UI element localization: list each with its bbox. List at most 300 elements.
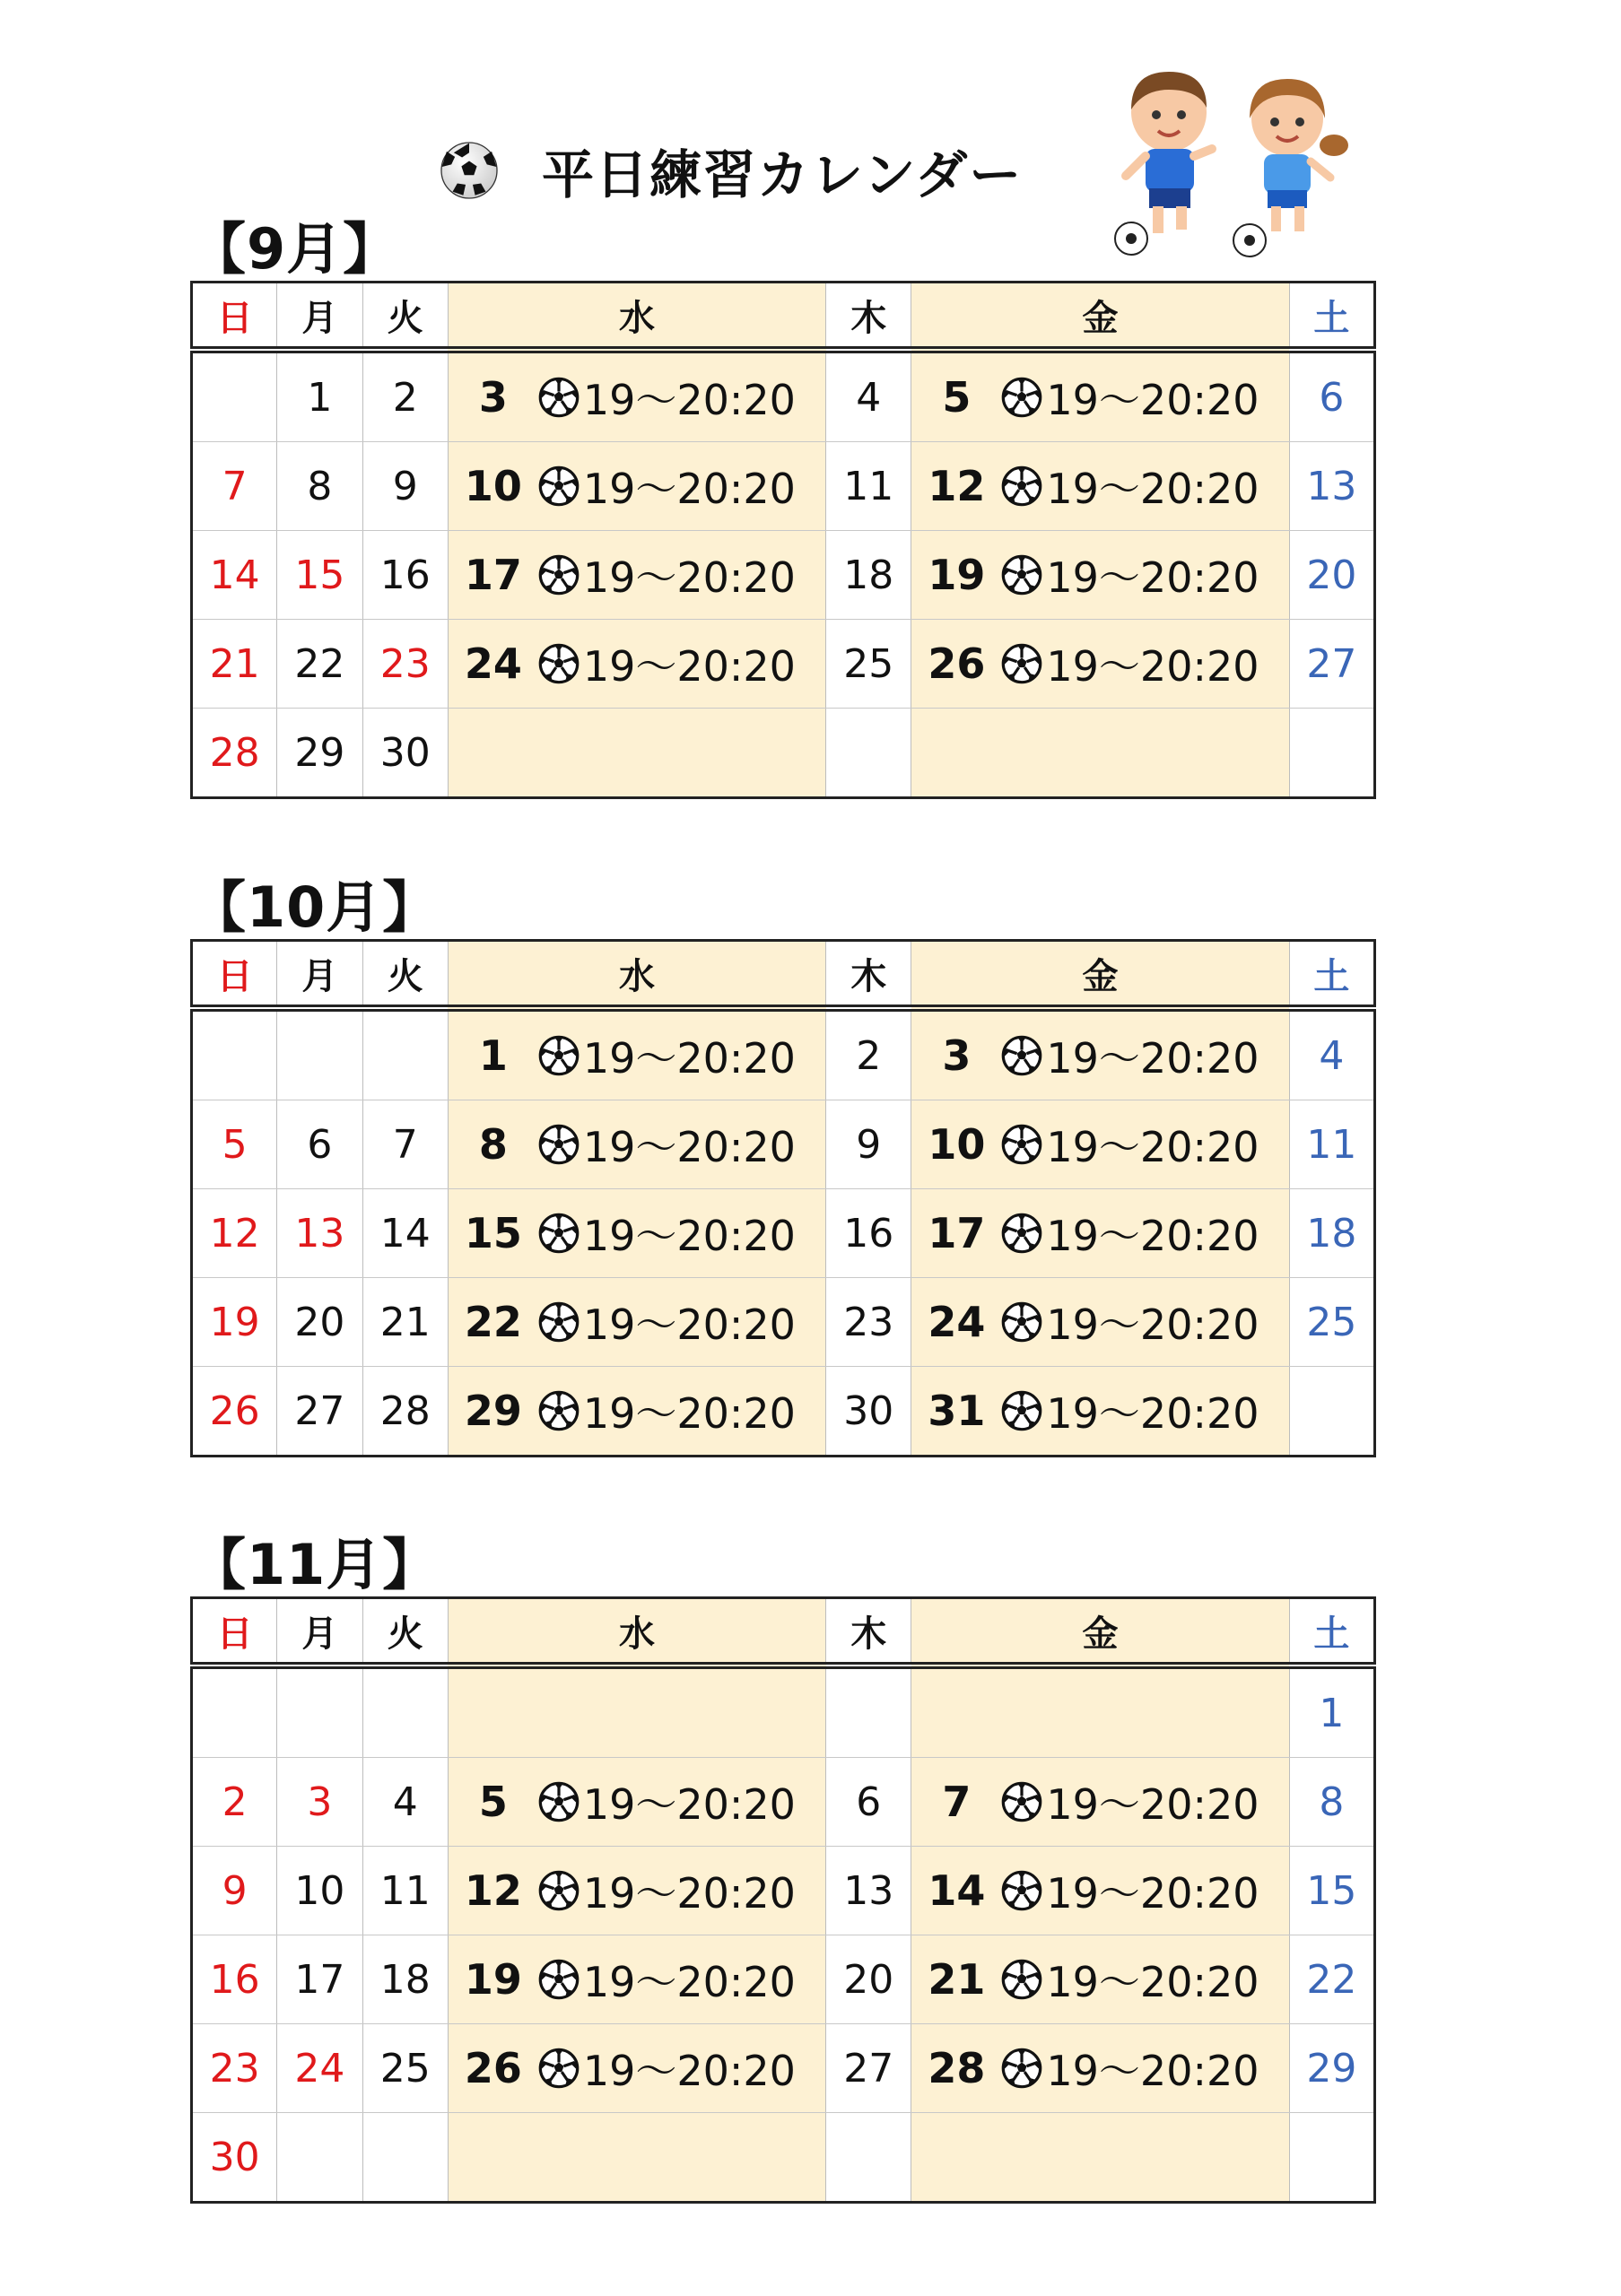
week-row — [192, 2024, 1375, 2113]
day-cell-tue — [362, 531, 448, 620]
practice-entry — [911, 1189, 1288, 1277]
practice-time — [1001, 1204, 1259, 1263]
day-cell-mon — [277, 1665, 362, 1758]
soccer-ball-icon — [1001, 554, 1042, 596]
soccer-ball-icon — [538, 643, 580, 684]
day-cell-thu — [826, 1935, 911, 2024]
day-number: 6 — [1319, 374, 1345, 421]
day-cell-sun — [192, 709, 277, 798]
day-number: 3 — [307, 1779, 333, 1825]
day-number: 2 — [392, 374, 418, 421]
practice-time-label: 19～20:20 — [582, 553, 796, 602]
day-cell-fri — [911, 1758, 1289, 1847]
day-cell-fri — [911, 1935, 1289, 2024]
day-cell-thu — [826, 2113, 911, 2203]
day-number: 20 — [1306, 552, 1357, 598]
weekday-wed: 水 — [448, 1598, 825, 1666]
practice-time-label: 19～20:20 — [582, 465, 796, 513]
soccer-ball-icon — [538, 1781, 580, 1822]
day-cell-sat — [1289, 1189, 1374, 1278]
day-number: 25 — [1306, 1299, 1357, 1345]
day-number: 29 — [294, 729, 345, 776]
practice-time — [1001, 1861, 1259, 1920]
day-cell-mon — [277, 531, 362, 620]
day-cell-sun — [192, 1100, 277, 1189]
practice-time — [538, 457, 796, 516]
day-cell-tue — [362, 1665, 448, 1758]
weekday-sat: 土 — [1289, 941, 1374, 1009]
day-number: 28 — [379, 1387, 431, 1434]
practice-time-label: 19～20:20 — [582, 376, 796, 424]
day-number: 5 — [478, 1778, 508, 1826]
practice-time — [538, 1115, 796, 1174]
day-number: 19 — [928, 551, 986, 599]
practice-time — [1001, 1950, 1259, 2009]
practice-time — [538, 545, 796, 604]
day-cell-sat — [1289, 1847, 1374, 1935]
day-number: 16 — [843, 1210, 894, 1257]
day-number: 8 — [1319, 1779, 1345, 1825]
day-cell-tue — [362, 2024, 448, 2113]
day-number: 7 — [392, 1121, 418, 1168]
practice-time-label: 19～20:20 — [1046, 465, 1259, 513]
weekday-sun: 日 — [192, 941, 277, 1009]
day-cell-thu — [826, 1008, 911, 1100]
day-cell-sat — [1289, 1758, 1374, 1847]
day-cell-tue — [362, 709, 448, 798]
practice-entry — [449, 1935, 825, 2023]
practice-entry — [911, 620, 1288, 708]
day-number: 26 — [209, 1387, 260, 1434]
day-number: 30 — [379, 729, 431, 776]
practice-time-label: 19～20:20 — [582, 2047, 796, 2095]
soccer-ball-icon — [1001, 1213, 1042, 1254]
soccer-ball-icon — [538, 2048, 580, 2089]
day-number: 1 — [1319, 1690, 1345, 1736]
soccer-ball-icon — [538, 377, 580, 418]
day-cell-thu — [826, 350, 911, 442]
day-number: 14 — [209, 552, 260, 598]
day-cell-mon — [277, 1758, 362, 1847]
weekday-header — [192, 283, 1375, 351]
day-cell-wed — [448, 620, 825, 709]
calendar-october — [190, 939, 1376, 1457]
day-cell-sat — [1289, 620, 1374, 709]
soccer-ball-icon — [1001, 643, 1042, 684]
day-number: 22 — [464, 1298, 522, 1346]
weekday-sun: 日 — [192, 283, 277, 351]
day-number: 17 — [294, 1956, 345, 2003]
day-number: 4 — [392, 1779, 418, 1825]
day-cell-tue — [362, 1847, 448, 1935]
practice-entry — [911, 1100, 1288, 1188]
soccer-ball-icon — [538, 1959, 580, 2000]
day-cell-wed — [448, 1665, 825, 1758]
calendar-november — [190, 1596, 1376, 2204]
practice-time-label: 19～20:20 — [582, 1958, 796, 2006]
day-cell-tue — [362, 1100, 448, 1189]
practice-entry — [449, 1367, 825, 1455]
weekday-fri: 金 — [911, 1598, 1289, 1666]
day-cell-sun — [192, 1847, 277, 1935]
practice-entry — [449, 620, 825, 708]
day-number: 13 — [1306, 463, 1357, 509]
day-number: 27 — [1306, 640, 1357, 687]
weekday-tue: 火 — [362, 1598, 448, 1666]
day-cell-fri — [911, 442, 1289, 531]
day-cell-thu — [826, 1758, 911, 1847]
day-cell-tue — [362, 1367, 448, 1457]
practice-time — [538, 1950, 796, 2009]
day-cell-thu — [826, 709, 911, 798]
day-cell-thu — [826, 531, 911, 620]
day-number: 8 — [307, 463, 333, 509]
day-number: 6 — [307, 1121, 333, 1168]
day-cell-sun — [192, 1278, 277, 1367]
weekday-mon: 月 — [277, 941, 362, 1009]
day-cell-fri — [911, 620, 1289, 709]
day-number: 21 — [928, 1955, 986, 2004]
day-number: 28 — [209, 729, 260, 776]
day-cell-sun — [192, 1758, 277, 1847]
day-number: 20 — [294, 1299, 345, 1345]
day-number: 9 — [222, 1867, 248, 1914]
day-cell-wed — [448, 2024, 825, 2113]
day-number: 24 — [464, 639, 522, 688]
practice-time — [1001, 545, 1259, 604]
day-number: 8 — [478, 1120, 508, 1169]
day-number: 15 — [1306, 1867, 1357, 1914]
day-cell-sun — [192, 2024, 277, 2113]
month-title-october: 【10月】 — [190, 874, 440, 940]
weekday-mon: 月 — [277, 1598, 362, 1666]
weekday-sun: 日 — [192, 1598, 277, 1666]
day-number: 21 — [209, 640, 260, 687]
practice-entry — [911, 353, 1288, 441]
day-cell-wed — [448, 1758, 825, 1847]
day-number: 5 — [222, 1121, 248, 1168]
day-cell-tue — [362, 1189, 448, 1278]
weekday-header — [192, 1598, 1375, 1666]
practice-time-label: 19～20:20 — [582, 1034, 796, 1083]
day-cell-sun — [192, 1935, 277, 2024]
day-number: 5 — [942, 373, 972, 422]
day-number: 3 — [478, 373, 508, 422]
practice-entry — [449, 1847, 825, 1935]
day-cell-tue — [362, 442, 448, 531]
practice-entry — [911, 1935, 1288, 2023]
day-number: 12 — [209, 1210, 260, 1257]
practice-entry — [449, 353, 825, 441]
practice-entry — [449, 1189, 825, 1277]
day-number: 18 — [843, 552, 894, 598]
practice-time-label: 19～20:20 — [582, 1389, 796, 1438]
practice-time — [538, 2039, 796, 2098]
day-number: 17 — [928, 1209, 986, 1257]
practice-time — [1001, 1381, 1259, 1440]
day-cell-wed — [448, 2113, 825, 2203]
day-cell-fri — [911, 1278, 1289, 1367]
practice-time — [1001, 1772, 1259, 1831]
day-cell-tue — [362, 620, 448, 709]
day-number: 25 — [379, 2045, 431, 2092]
day-number: 11 — [1306, 1121, 1357, 1168]
practice-time — [538, 1861, 796, 1920]
day-cell-sat — [1289, 1008, 1374, 1100]
day-cell-wed — [448, 1189, 825, 1278]
day-cell-tue — [362, 1278, 448, 1367]
week-row — [192, 531, 1375, 620]
day-number: 19 — [464, 1955, 522, 2004]
soccer-ball-icon — [538, 1035, 580, 1076]
practice-time-label: 19～20:20 — [1046, 1869, 1259, 1918]
day-number: 29 — [464, 1387, 522, 1435]
week-row — [192, 1008, 1375, 1100]
day-cell-fri — [911, 2024, 1289, 2113]
day-number: 11 — [843, 463, 894, 509]
day-cell-mon — [277, 1367, 362, 1457]
practice-time — [538, 1292, 796, 1352]
day-number: 7 — [222, 463, 248, 509]
weekday-tue: 火 — [362, 941, 448, 1009]
day-cell-mon — [277, 2024, 362, 2113]
practice-time — [538, 1772, 796, 1831]
day-cell-mon — [277, 1847, 362, 1935]
children-playing-soccer-illustration — [1099, 63, 1368, 269]
day-cell-thu — [826, 1665, 911, 1758]
soccer-ball-icon — [538, 465, 580, 507]
practice-time-label: 19～20:20 — [582, 642, 796, 691]
day-number: 18 — [1306, 1210, 1357, 1257]
day-cell-tue — [362, 1758, 448, 1847]
day-cell-sat — [1289, 1278, 1374, 1367]
day-cell-wed — [448, 1008, 825, 1100]
weekday-sat: 土 — [1289, 1598, 1374, 1666]
day-cell-mon — [277, 1100, 362, 1189]
day-number: 13 — [843, 1867, 894, 1914]
practice-time-label: 19～20:20 — [582, 1869, 796, 1918]
week-row — [192, 1367, 1375, 1457]
weekday-wed: 水 — [448, 941, 825, 1009]
day-cell-tue — [362, 1935, 448, 2024]
day-cell-fri — [911, 350, 1289, 442]
practice-time — [1001, 634, 1259, 693]
day-cell-thu — [826, 1367, 911, 1457]
day-cell-fri — [911, 709, 1289, 798]
practice-time-label: 19～20:20 — [1046, 1958, 1259, 2006]
day-number: 27 — [843, 2045, 894, 2092]
day-cell-sat — [1289, 1935, 1374, 2024]
practice-entry — [911, 1758, 1288, 1846]
day-number: 18 — [379, 1956, 431, 2003]
day-cell-sun — [192, 1189, 277, 1278]
weekday-header — [192, 941, 1375, 1009]
day-cell-wed — [448, 531, 825, 620]
day-number: 22 — [294, 640, 345, 687]
day-number: 2 — [856, 1032, 882, 1079]
day-cell-fri — [911, 2113, 1289, 2203]
month-title-november: 【11月】 — [190, 1532, 440, 1597]
day-number: 9 — [392, 463, 418, 509]
practice-time-label: 19～20:20 — [582, 1123, 796, 1171]
day-number: 24 — [928, 1298, 986, 1346]
week-row — [192, 442, 1375, 531]
practice-time — [538, 368, 796, 427]
soccer-ball-icon — [1001, 465, 1042, 507]
day-cell-tue — [362, 1008, 448, 1100]
day-cell-sat — [1289, 531, 1374, 620]
soccer-ball-icon — [1001, 2048, 1042, 2089]
day-number: 23 — [843, 1299, 894, 1345]
day-cell-thu — [826, 620, 911, 709]
day-number: 29 — [1306, 2045, 1357, 2092]
day-cell-thu — [826, 1847, 911, 1935]
day-cell-thu — [826, 442, 911, 531]
practice-time — [1001, 1115, 1259, 1174]
week-row — [192, 1847, 1375, 1935]
weekday-thu: 木 — [826, 941, 911, 1009]
week-row — [192, 350, 1375, 442]
practice-entry — [449, 531, 825, 619]
page-header — [440, 126, 1085, 215]
day-number: 4 — [856, 374, 882, 421]
day-number: 10 — [294, 1867, 345, 1914]
practice-time-label: 19～20:20 — [1046, 1123, 1259, 1171]
soccer-ball-icon — [1001, 1781, 1042, 1822]
day-cell-thu — [826, 1278, 911, 1367]
practice-entry — [911, 1278, 1288, 1366]
day-cell-mon — [277, 620, 362, 709]
weekday-mon: 月 — [277, 283, 362, 351]
day-cell-tue — [362, 350, 448, 442]
practice-time — [538, 634, 796, 693]
day-number: 26 — [928, 639, 986, 688]
day-number: 12 — [928, 462, 986, 510]
day-number: 1 — [307, 374, 333, 421]
day-cell-fri — [911, 1100, 1289, 1189]
day-number: 16 — [379, 552, 431, 598]
practice-time-label: 19～20:20 — [1046, 553, 1259, 602]
day-number: 15 — [294, 552, 345, 598]
day-cell-sat — [1289, 1367, 1374, 1457]
weekday-sat: 土 — [1289, 283, 1374, 351]
day-number: 20 — [843, 1956, 894, 2003]
soccer-ball-icon — [1001, 1870, 1042, 1911]
day-cell-thu — [826, 2024, 911, 2113]
day-cell-wed — [448, 1935, 825, 2024]
day-cell-wed — [448, 709, 825, 798]
practice-time-label: 19～20:20 — [1046, 1212, 1259, 1260]
weekday-tue: 火 — [362, 283, 448, 351]
practice-time — [538, 1026, 796, 1085]
weekday-thu: 木 — [826, 1598, 911, 1666]
week-row — [192, 1665, 1375, 1758]
day-number: 12 — [464, 1866, 522, 1915]
day-cell-tue — [362, 2113, 448, 2203]
week-row — [192, 620, 1375, 709]
practice-time — [1001, 368, 1259, 427]
practice-entry — [911, 1847, 1288, 1935]
soccer-ball-icon — [1001, 1301, 1042, 1343]
day-cell-mon — [277, 1008, 362, 1100]
day-cell-thu — [826, 1189, 911, 1278]
day-cell-sun — [192, 531, 277, 620]
day-number: 3 — [942, 1031, 972, 1080]
day-cell-fri — [911, 1847, 1289, 1935]
day-number: 2 — [222, 1779, 248, 1825]
day-cell-sat — [1289, 1100, 1374, 1189]
day-cell-sun — [192, 2113, 277, 2203]
day-number: 16 — [209, 1956, 260, 2003]
day-number: 15 — [464, 1209, 522, 1257]
month-title-september: 【9月】 — [190, 216, 400, 282]
practice-time-label: 19～20:20 — [1046, 376, 1259, 424]
practice-time-label: 19～20:20 — [1046, 642, 1259, 691]
practice-time — [1001, 457, 1259, 516]
day-number: 24 — [294, 2045, 345, 2092]
day-cell-sun — [192, 1008, 277, 1100]
day-number: 17 — [464, 551, 522, 599]
day-cell-wed — [448, 350, 825, 442]
soccer-ball-icon — [1001, 1035, 1042, 1076]
day-number: 10 — [928, 1120, 986, 1169]
practice-entry — [449, 442, 825, 530]
day-cell-sat — [1289, 2113, 1374, 2203]
day-number: 23 — [379, 640, 431, 687]
practice-time-label: 19～20:20 — [1046, 1780, 1259, 1829]
day-cell-sat — [1289, 2024, 1374, 2113]
practice-entry — [449, 1100, 825, 1188]
soccer-ball-icon — [538, 1213, 580, 1254]
day-cell-mon — [277, 1278, 362, 1367]
soccer-ball-icon — [1001, 1124, 1042, 1165]
day-number: 10 — [464, 462, 522, 510]
week-row — [192, 2113, 1375, 2203]
soccer-ball-icon — [538, 554, 580, 596]
soccer-ball-icon — [538, 1301, 580, 1343]
day-number: 31 — [928, 1387, 986, 1435]
practice-time-label: 19～20:20 — [1046, 1300, 1259, 1349]
day-cell-wed — [448, 1278, 825, 1367]
day-cell-mon — [277, 1189, 362, 1278]
soccer-ball-icon — [538, 1124, 580, 1165]
practice-entry — [911, 442, 1288, 530]
practice-time — [538, 1381, 796, 1440]
day-cell-wed — [448, 1367, 825, 1457]
day-number: 25 — [843, 640, 894, 687]
soccer-ball-icon — [440, 141, 499, 200]
day-cell-fri — [911, 1008, 1289, 1100]
soccer-ball-icon — [1001, 377, 1042, 418]
day-cell-sat — [1289, 709, 1374, 798]
day-cell-mon — [277, 350, 362, 442]
week-row — [192, 1935, 1375, 2024]
day-cell-thu — [826, 1100, 911, 1189]
week-row — [192, 1278, 1375, 1367]
practice-time-label: 19～20:20 — [582, 1300, 796, 1349]
day-cell-sun — [192, 1665, 277, 1758]
day-cell-sat — [1289, 350, 1374, 442]
day-cell-mon — [277, 709, 362, 798]
weekday-wed: 水 — [448, 283, 825, 351]
day-cell-fri — [911, 1189, 1289, 1278]
day-cell-sun — [192, 620, 277, 709]
week-row — [192, 1758, 1375, 1847]
practice-time-label: 19～20:20 — [582, 1212, 796, 1260]
day-number: 1 — [478, 1031, 508, 1080]
day-number: 14 — [928, 1866, 986, 1915]
day-cell-sun — [192, 350, 277, 442]
